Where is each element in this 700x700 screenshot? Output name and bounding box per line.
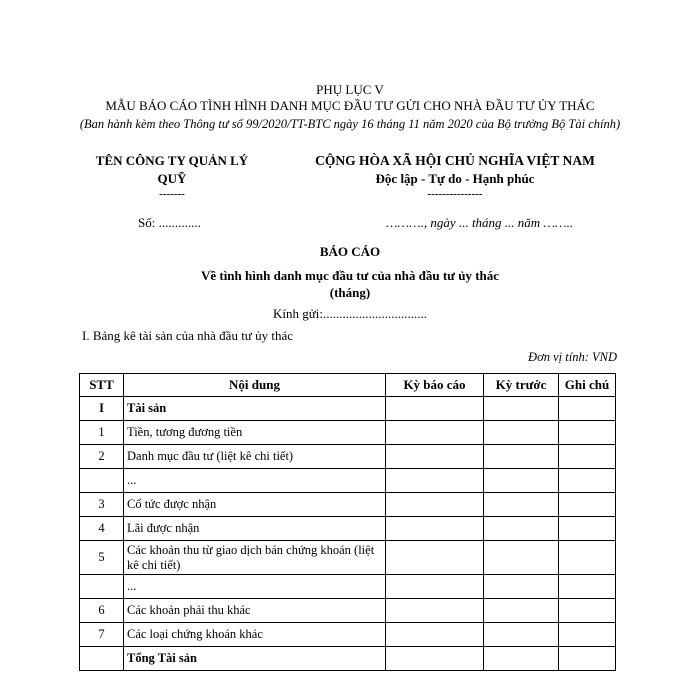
- row-stt: 5: [80, 541, 124, 575]
- nation-name: CỘNG HÒA XÃ HỘI CHỦ NGHĨA VIỆT NAM: [315, 153, 595, 168]
- row-note: [559, 575, 616, 599]
- row-current-period: [386, 575, 484, 599]
- row-content: Các khoản phải thu khác: [124, 599, 386, 623]
- section-heading: I. Bảng kê tài sản của nhà đầu tư ủy thác: [82, 328, 294, 343]
- nation-block: [275, 152, 635, 200]
- table-row: [80, 599, 616, 623]
- row-content: Các loại chứng khoán khác: [124, 623, 386, 647]
- row-note: [559, 397, 616, 421]
- header-note: Ghi chú: [559, 374, 616, 397]
- nation-motto: Độc lập - Tự do - Hạnh phúc: [375, 171, 535, 186]
- row-content: ...: [124, 469, 386, 493]
- row-stt: 1: [80, 421, 124, 445]
- row-stt: I: [80, 397, 124, 421]
- table-row: [80, 647, 616, 671]
- row-note: [559, 421, 616, 445]
- header-previous-period: Kỳ trước: [484, 374, 559, 397]
- row-current-period: [386, 541, 484, 575]
- row-stt: 4: [80, 517, 124, 541]
- table-row: [80, 445, 616, 469]
- row-current-period: [386, 397, 484, 421]
- form-title: MẪU BÁO CÁO TÌNH HÌNH DANH MỤC ĐẦU TƯ GỬI CHO NHÀ ĐẦU TƯ ỦY THÁC: [105, 98, 595, 113]
- row-current-period: [386, 599, 484, 623]
- row-stt: 2: [80, 445, 124, 469]
- row-current-period: [386, 493, 484, 517]
- document-number: Số: .............: [138, 215, 201, 230]
- asset-table: [79, 373, 616, 671]
- table-row: [80, 493, 616, 517]
- row-content: Tài sản: [124, 397, 386, 421]
- recipient-line: Kính gửi:................................: [272, 306, 428, 321]
- company-name-line2: QUỸ: [157, 171, 187, 186]
- date-line: ………., ngày ... tháng ... năm ……..: [386, 215, 574, 230]
- row-stt: [80, 469, 124, 493]
- unit-label: Đơn vị tính: VND: [528, 350, 617, 364]
- report-period: (tháng): [329, 285, 371, 300]
- table-row: [80, 469, 616, 493]
- table-row: [80, 517, 616, 541]
- issued-note: (Ban hành kèm theo Thông tư số 99/2020/TT-BTC ngày 16 tháng 11 năm 2020 của Bộ trưởng Bộ Tài chính): [79, 117, 621, 131]
- row-current-period: [386, 623, 484, 647]
- header-stt: STT: [80, 374, 124, 397]
- row-previous-period: [484, 541, 559, 575]
- nation-divider: ---------------: [427, 188, 483, 200]
- row-current-period: [386, 647, 484, 671]
- row-note: [559, 623, 616, 647]
- row-previous-period: [484, 493, 559, 517]
- header-content: Nội dung: [124, 374, 386, 397]
- row-previous-period: [484, 647, 559, 671]
- row-previous-period: [484, 575, 559, 599]
- row-note: [559, 493, 616, 517]
- row-current-period: [386, 469, 484, 493]
- row-note: [559, 517, 616, 541]
- row-content: Lãi được nhận: [124, 517, 386, 541]
- row-previous-period: [484, 623, 559, 647]
- table-row: [80, 623, 616, 647]
- row-content: Các khoản thu từ giao dịch bán chứng khoán (liệt kê chi tiết): [124, 541, 386, 575]
- row-current-period: [386, 445, 484, 469]
- report-title: BÁO CÁO: [319, 244, 381, 259]
- row-previous-period: [484, 599, 559, 623]
- company-block: [72, 152, 272, 200]
- row-content: Cổ tức được nhận: [124, 493, 386, 517]
- header-current-period: Kỳ báo cáo: [386, 374, 484, 397]
- row-content: Danh mục đầu tư (liệt kê chi tiết): [124, 445, 386, 469]
- row-current-period: [386, 421, 484, 445]
- row-note: [559, 445, 616, 469]
- table-row: [80, 541, 616, 575]
- row-previous-period: [484, 469, 559, 493]
- row-previous-period: [484, 517, 559, 541]
- row-content: ...: [124, 575, 386, 599]
- row-note: [559, 647, 616, 671]
- row-previous-period: [484, 445, 559, 469]
- row-stt: [80, 575, 124, 599]
- row-stt: 3: [80, 493, 124, 517]
- asset-table-body: [80, 397, 616, 671]
- row-stt: 7: [80, 623, 124, 647]
- row-note: [559, 599, 616, 623]
- row-previous-period: [484, 397, 559, 421]
- row-content: Tiền, tương đương tiền: [124, 421, 386, 445]
- company-divider: -------: [159, 188, 185, 200]
- row-current-period: [386, 517, 484, 541]
- row-content: Tổng Tài sản: [124, 647, 386, 671]
- row-note: [559, 469, 616, 493]
- row-note: [559, 541, 616, 575]
- row-previous-period: [484, 421, 559, 445]
- report-subtitle-block: [0, 267, 700, 301]
- row-stt: 6: [80, 599, 124, 623]
- company-name-line1: TÊN CÔNG TY QUẢN LÝ: [95, 153, 249, 168]
- table-row: [80, 397, 616, 421]
- table-row: [80, 421, 616, 445]
- table-row: [80, 575, 616, 599]
- row-stt: [80, 647, 124, 671]
- report-subtitle: Về tình hình danh mục đầu tư của nhà đầu tư ủy thác: [200, 268, 500, 283]
- appendix-label: PHỤ LỤC V: [316, 82, 384, 97]
